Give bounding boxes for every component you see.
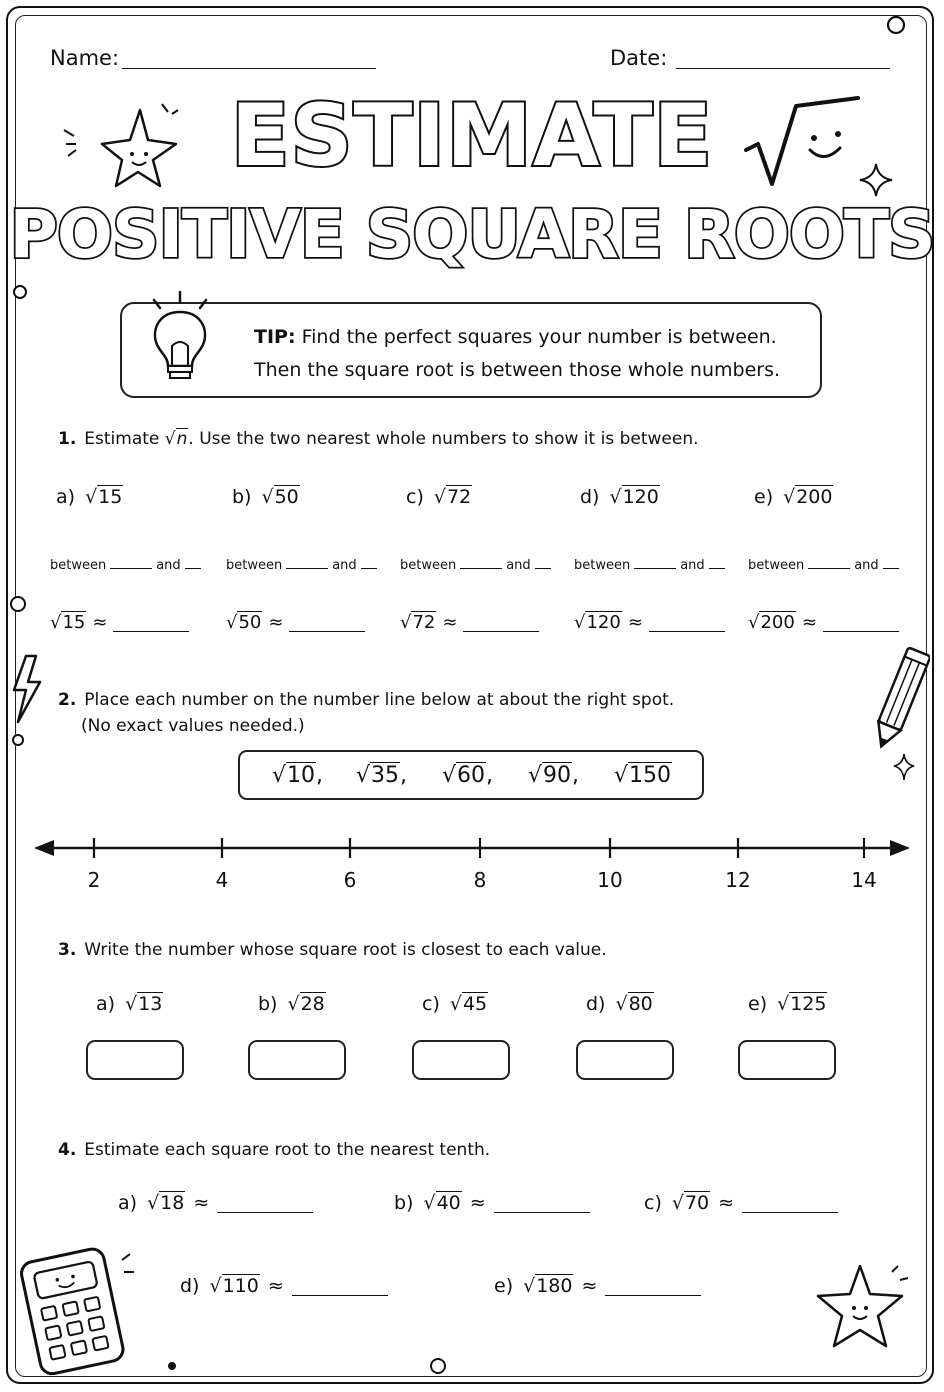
approx-symbol: ≈ xyxy=(581,1275,598,1297)
sqrt-expression-radicand: 50 xyxy=(274,486,299,508)
tick-label: 6 xyxy=(343,868,357,892)
sqrt-value-radicand: 10 xyxy=(287,763,316,788)
sqrt-value: √60, xyxy=(442,763,494,788)
item-letter: e) xyxy=(748,993,768,1015)
item-letter: b) xyxy=(394,1192,414,1214)
question-3-item xyxy=(748,993,827,1015)
item-letter: b) xyxy=(258,993,278,1015)
number-line[interactable] xyxy=(0,820,944,870)
estimate-blank[interactable] xyxy=(494,1212,590,1213)
item-letter: e) xyxy=(754,486,774,508)
question-1-item-2 xyxy=(406,486,472,508)
title-line-2: POSITIVE SQUARE ROOTS xyxy=(9,196,935,273)
item-letter: c) xyxy=(644,1192,662,1214)
question-4-item xyxy=(118,1192,313,1214)
approx-symbol: ≈ xyxy=(267,1275,284,1297)
sqrt-value: √150 xyxy=(614,763,672,788)
sparkle-icon xyxy=(858,162,894,198)
approx-symbol: ≈ xyxy=(193,1192,210,1214)
sqrt-expression: √72 xyxy=(433,486,472,508)
item-letter: a) xyxy=(96,993,116,1015)
estimate-blank[interactable] xyxy=(292,1295,388,1296)
sqrt-n: √n xyxy=(164,429,188,449)
approx-row xyxy=(400,612,539,633)
sqrt-expression: √18 xyxy=(147,1192,185,1214)
sqrt-expression: √50 xyxy=(226,612,262,633)
sqrt-value: √35, xyxy=(356,763,408,788)
question-3-item xyxy=(96,993,163,1015)
estimate-blank[interactable] xyxy=(217,1212,313,1213)
star-bottom-icon xyxy=(808,1260,918,1360)
sqrt-expression: √70 xyxy=(671,1192,710,1214)
between-row xyxy=(226,558,377,573)
lightning-icon xyxy=(6,652,46,726)
and-label: and xyxy=(332,558,357,573)
sqrt-expression: √28 xyxy=(287,993,325,1015)
question-2-line-1: Place each number on the number line below at about the right spot. xyxy=(84,690,675,710)
number-value xyxy=(528,763,579,788)
approx-row xyxy=(574,612,725,633)
item-letter: a) xyxy=(118,1192,138,1214)
item-letter: a) xyxy=(56,486,76,508)
estimate-blank[interactable] xyxy=(649,631,725,632)
calculator-icon xyxy=(14,1240,134,1380)
answer-box[interactable] xyxy=(738,1040,836,1080)
number-value xyxy=(272,763,323,788)
approx-symbol: ≈ xyxy=(718,1192,735,1214)
sqrt-expression: √120 xyxy=(574,612,621,633)
sqrt-expression: √15 xyxy=(85,486,123,508)
sqrt-expression: √40 xyxy=(423,1192,461,1214)
approx-row xyxy=(748,612,899,633)
sqrt-expression: √50 xyxy=(261,486,299,508)
question-4-item xyxy=(494,1275,701,1297)
sqrt-expression: √200 xyxy=(748,612,795,633)
and-label: and xyxy=(854,558,879,573)
question-1-text-before: Estimate xyxy=(84,429,160,449)
sqrt-expression-radicand: 15 xyxy=(62,612,86,633)
tip-box xyxy=(120,302,822,398)
sqrt-expression: √80 xyxy=(615,993,653,1015)
sqrt-expression-radicand: 15 xyxy=(98,486,123,508)
approx-symbol: ≈ xyxy=(627,612,643,633)
upper-bound-blank[interactable] xyxy=(361,568,377,569)
question-1-item-4 xyxy=(754,486,833,508)
answer-box[interactable] xyxy=(86,1040,184,1080)
approx-symbol: ≈ xyxy=(801,612,817,633)
lower-bound-blank[interactable] xyxy=(460,568,502,569)
question-2-number: 2. xyxy=(58,690,77,710)
sqrt-expression-radicand: 125 xyxy=(790,993,827,1015)
sqrt-value-radicand: 150 xyxy=(629,763,672,788)
estimate-blank[interactable] xyxy=(742,1212,838,1213)
between-label: between xyxy=(748,558,805,573)
item-letter: c) xyxy=(422,993,440,1015)
between-label: between xyxy=(50,558,107,573)
question-1-item-3 xyxy=(580,486,660,508)
between-label: between xyxy=(226,558,283,573)
sqrt-value-radicand: 90 xyxy=(543,763,572,788)
comma: , xyxy=(572,763,580,788)
sqrt-expression-radicand: 28 xyxy=(300,993,325,1015)
question-3-prompt xyxy=(58,940,607,960)
tip-line-1 xyxy=(254,326,777,348)
title-line-1: ESTIMATE xyxy=(230,86,714,186)
sqrt-expression-radicand: 80 xyxy=(628,993,653,1015)
number-value xyxy=(442,763,493,788)
tick-label: 10 xyxy=(597,868,623,892)
sqrt-expression-radicand: 120 xyxy=(622,486,659,508)
sqrt-expression-radicand: 120 xyxy=(586,612,621,633)
date-field[interactable] xyxy=(676,68,890,69)
comma: , xyxy=(316,763,324,788)
answer-box[interactable] xyxy=(248,1040,346,1080)
sqrt-value: √90, xyxy=(528,763,580,788)
question-3-item xyxy=(422,993,488,1015)
sqrt-expression-radicand: 110 xyxy=(222,1275,259,1297)
sqrt-value-radicand: 60 xyxy=(457,763,486,788)
comma: , xyxy=(400,763,408,788)
sqrt-expression: √45 xyxy=(449,993,488,1015)
question-1-item-1 xyxy=(232,486,300,508)
approx-symbol: ≈ xyxy=(469,1192,486,1214)
between-row xyxy=(50,558,201,573)
estimate-blank[interactable] xyxy=(113,631,189,632)
estimate-blank[interactable] xyxy=(823,631,899,632)
approx-row xyxy=(226,612,365,633)
star-icon xyxy=(60,100,180,190)
date-label: Date: xyxy=(610,46,668,70)
question-4-text: Estimate each square root to the nearest tenth. xyxy=(84,1140,491,1160)
between-row xyxy=(748,558,899,573)
item-letter: d) xyxy=(180,1275,200,1297)
upper-bound-blank[interactable] xyxy=(185,568,201,569)
question-2-prompt xyxy=(58,690,674,710)
item-letter: d) xyxy=(586,993,606,1015)
question-4-number: 4. xyxy=(58,1140,77,1160)
tick-label: 8 xyxy=(473,868,487,892)
sqrt-expression: √120 xyxy=(609,486,659,508)
approx-symbol: ≈ xyxy=(268,612,284,633)
tick-label: 12 xyxy=(725,868,751,892)
comma: , xyxy=(486,763,494,788)
sqrt-expression-radicand: 50 xyxy=(238,612,262,633)
sqrt-expression-radicand: 13 xyxy=(138,993,163,1015)
sqrt-expression: √180 xyxy=(523,1275,573,1297)
sqrt-expression-radicand: 72 xyxy=(446,486,472,508)
and-label: and xyxy=(680,558,705,573)
sqrt-expression: √200 xyxy=(783,486,833,508)
estimate-blank[interactable] xyxy=(289,631,365,632)
item-letter: e) xyxy=(494,1275,514,1297)
sqrt-expression-radicand: 70 xyxy=(684,1192,710,1214)
lower-bound-blank[interactable] xyxy=(110,568,152,569)
between-label: between xyxy=(574,558,631,573)
sqrt-n-radicand: n xyxy=(176,429,188,449)
name-label: Name: xyxy=(50,46,120,70)
question-3-number: 3. xyxy=(58,940,77,960)
approx-symbol: ≈ xyxy=(92,612,108,633)
question-3-item xyxy=(258,993,326,1015)
sqrt-expression: √13 xyxy=(125,993,163,1015)
estimate-blank[interactable] xyxy=(463,631,539,632)
sqrt-expression-radicand: 18 xyxy=(160,1192,185,1214)
between-label: between xyxy=(400,558,457,573)
item-letter: b) xyxy=(232,486,252,508)
item-letter: d) xyxy=(580,486,600,508)
between-row xyxy=(574,558,725,573)
and-label: and xyxy=(506,558,531,573)
estimate-blank[interactable] xyxy=(605,1295,701,1296)
question-3-item xyxy=(586,993,654,1015)
tip-line-2: Then the square root is between those whole numbers. xyxy=(254,359,781,381)
question-4-item xyxy=(394,1192,590,1214)
approx-symbol: ≈ xyxy=(442,612,458,633)
answer-box[interactable] xyxy=(576,1040,674,1080)
question-1-number: 1. xyxy=(58,429,77,449)
question-4-prompt xyxy=(58,1140,490,1160)
sqrt-expression: √15 xyxy=(50,612,86,633)
question-1-text-after: . Use the two nearest whole numbers to show it is between. xyxy=(188,429,699,449)
pencil-icon xyxy=(870,640,930,760)
question-4-item xyxy=(644,1192,838,1214)
sqrt-value: √10, xyxy=(272,763,324,788)
upper-bound-blank[interactable] xyxy=(535,568,551,569)
question-1-prompt xyxy=(58,429,699,449)
lower-bound-blank[interactable] xyxy=(286,568,328,569)
question-2-note: (No exact values needed.) xyxy=(81,716,305,736)
tick-label: 4 xyxy=(215,868,229,892)
tip-text-1: Find the perfect squares your number is between. xyxy=(301,326,777,348)
sqrt-expression-radicand: 200 xyxy=(796,486,833,508)
answer-box[interactable] xyxy=(412,1040,510,1080)
sqrt-expression-radicand: 40 xyxy=(436,1192,461,1214)
lower-bound-blank[interactable] xyxy=(808,568,850,569)
question-3-text: Write the number whose square root is closest to each value. xyxy=(84,940,607,960)
number-value xyxy=(356,763,407,788)
lightbulb-icon xyxy=(140,290,220,390)
number-value xyxy=(614,763,672,788)
tick-label: 2 xyxy=(87,868,101,892)
sqrt-smiley-icon xyxy=(740,92,860,192)
sqrt-expression: √110 xyxy=(209,1275,259,1297)
upper-bound-blank[interactable] xyxy=(709,568,725,569)
sqrt-value-radicand: 35 xyxy=(371,763,400,788)
between-row xyxy=(400,558,551,573)
small-sparkle-icon xyxy=(892,752,916,782)
sqrt-expression-radicand: 180 xyxy=(536,1275,573,1297)
approx-row xyxy=(50,612,189,633)
upper-bound-blank[interactable] xyxy=(883,568,899,569)
item-letter: c) xyxy=(406,486,424,508)
question-1-item-0 xyxy=(56,486,123,508)
sqrt-expression-radicand: 200 xyxy=(760,612,795,633)
sqrt-expression: √125 xyxy=(777,993,827,1015)
name-field[interactable] xyxy=(122,68,376,69)
tip-label: TIP: xyxy=(254,326,296,348)
tick-label: 14 xyxy=(851,868,877,892)
sqrt-expression: √72 xyxy=(400,612,436,633)
lower-bound-blank[interactable] xyxy=(634,568,676,569)
sqrt-expression-radicand: 72 xyxy=(412,612,436,633)
question-4-item xyxy=(180,1275,388,1297)
and-label: and xyxy=(156,558,181,573)
sqrt-expression-radicand: 45 xyxy=(462,993,488,1015)
